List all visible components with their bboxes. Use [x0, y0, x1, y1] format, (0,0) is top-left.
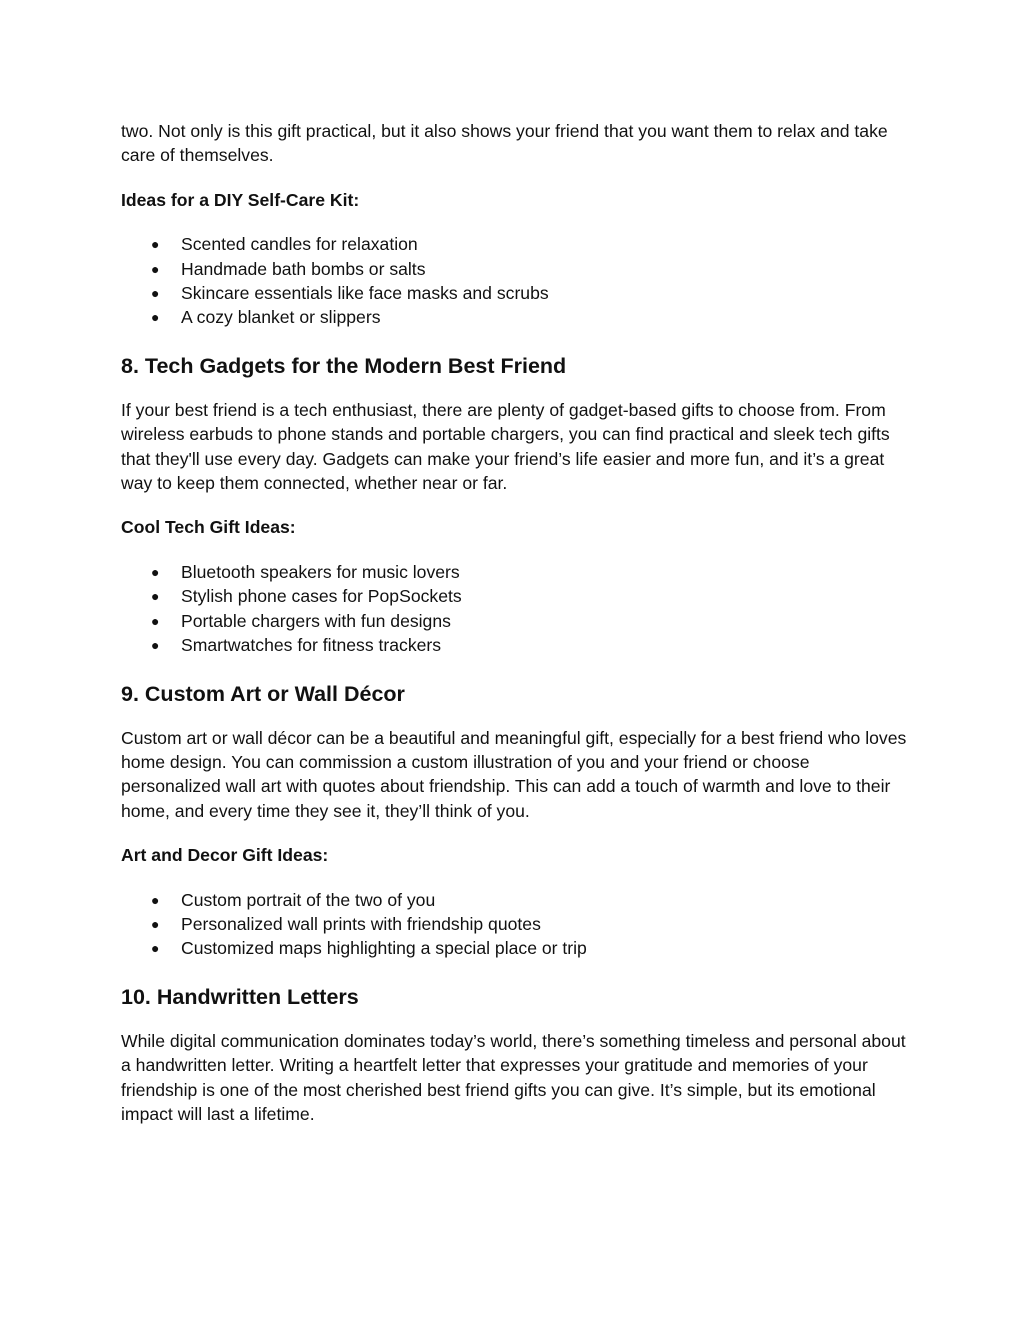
bullet-icon: ●: [151, 637, 160, 654]
list-item: [121, 633, 911, 657]
list-item: [121, 560, 911, 584]
list-item: [121, 257, 911, 281]
section-8-body: If your best friend is a tech enthusiast, there are plenty of gadget-based gifts to choose from. From wireless earbuds to phone stands and portable chargers, you can find practical and sleek tech gifts that they'll use every day. Gadgets can make your friend’s life easier and more fun, and it’s a great way to keep them connected, whether near or far.: [121, 399, 890, 494]
list-item-text: Scented candles for relaxation: [181, 234, 418, 255]
section-8-title: 8. Tech Gadgets for the Modern Best Friend: [121, 353, 567, 378]
art-list-heading: Art and Decor Gift Ideas:: [121, 845, 329, 866]
list-item-text: Handmade bath bombs or salts: [181, 258, 426, 279]
list-item-text: Skincare essentials like face masks and scrubs: [181, 283, 549, 304]
list-item: [121, 305, 911, 329]
bullet-icon: ●: [151, 588, 160, 605]
bullet-icon: ●: [151, 563, 160, 580]
list-item: [121, 609, 911, 633]
list-item-text: Custom portrait of the two of you: [181, 889, 436, 910]
list-item-text: Customized maps highlighting a special place or trip: [181, 938, 587, 959]
tech-gift-list: [121, 560, 911, 658]
intro-paragraph: two. Not only is this gift practical, but it also shows your friend that you want them to relax and take care of themselves.: [121, 121, 888, 166]
list-item: [121, 912, 911, 936]
bullet-icon: ●: [151, 309, 160, 326]
self-care-list: [121, 232, 911, 330]
list-item-text: Portable chargers with fun designs: [181, 610, 451, 631]
list-item-text: Bluetooth speakers for music lovers: [181, 561, 460, 582]
list-item-text: A cozy blanket or slippers: [181, 307, 381, 328]
list-item: [121, 888, 911, 912]
bullet-icon: ●: [151, 260, 160, 277]
list-item: [121, 281, 911, 305]
bullet-icon: ●: [151, 891, 160, 908]
list-item-text: Personalized wall prints with friendship quotes: [181, 913, 541, 934]
list-item: [121, 232, 911, 256]
section-10-body: While digital communication dominates today’s world, there’s something timeless and personal about a handwritten letter. Writing a heartfelt letter that expresses your gratitude and memories of your friendship is one of the most cherished best friend gifts you can give. It’s simple, but its emotional impact will last a lifetime.: [121, 1030, 906, 1124]
tech-list-heading: Cool Tech Gift Ideas:: [121, 517, 296, 538]
bullet-icon: ●: [151, 236, 160, 253]
list-item-text: Stylish phone cases for PopSockets: [181, 586, 462, 607]
bullet-icon: ●: [151, 612, 160, 629]
self-care-list-heading: Ideas for a DIY Self-Care Kit:: [121, 189, 360, 210]
section-9-title: 9. Custom Art or Wall Décor: [121, 681, 405, 706]
bullet-icon: ●: [151, 940, 160, 957]
art-gift-list: [121, 888, 911, 961]
bullet-icon: ●: [151, 915, 160, 932]
list-item: [121, 936, 911, 960]
section-10-title: 10. Handwritten Letters: [121, 984, 359, 1009]
bullet-icon: ●: [151, 285, 160, 302]
list-item-text: Smartwatches for fitness trackers: [181, 635, 442, 656]
section-9-body: Custom art or wall décor can be a beautiful and meaningful gift, especially for a best friend who loves home design. You can commission a custom illustration of you and your friend or choose personalized wall art with quotes about friendship. This can add a touch of warmth and love to their home, and every time they see it, they’ll think of you.: [121, 727, 907, 821]
document-page: [121, 119, 911, 1126]
list-item: [121, 584, 911, 608]
